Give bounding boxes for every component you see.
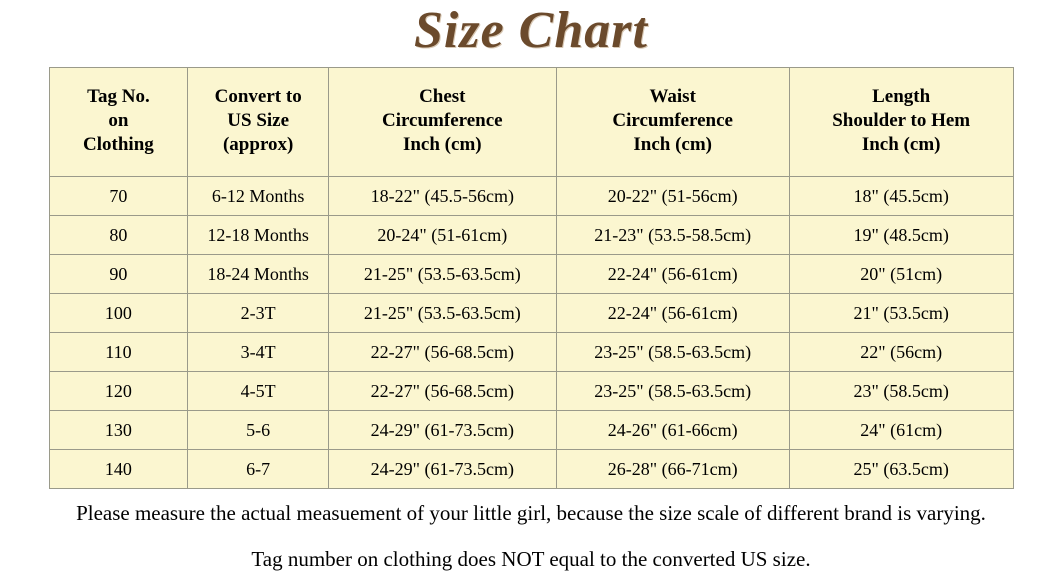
column-header-chest: Chest Circumference Inch (cm) xyxy=(329,68,557,177)
cell-chest: 24-29" (61-73.5cm) xyxy=(329,411,557,450)
table-row xyxy=(49,333,1013,372)
cell-chest: 24-29" (61-73.5cm) xyxy=(329,450,557,489)
cell-length: 24" (61cm) xyxy=(789,411,1013,450)
measurement-note: Please measure the actual measuement of your little girl, because the size scale of different brand is varying. xyxy=(76,501,986,526)
cell-waist: 20-22" (51-56cm) xyxy=(556,177,789,216)
table-header xyxy=(49,68,1013,177)
cell-us-size: 6-12 Months xyxy=(188,177,329,216)
table-row xyxy=(49,177,1013,216)
cell-us-size: 2-3T xyxy=(188,294,329,333)
column-header-waist: Waist Circumference Inch (cm) xyxy=(556,68,789,177)
size-chart-table-wrapper xyxy=(49,67,1014,489)
cell-waist: 22-24" (56-61cm) xyxy=(556,255,789,294)
size-chart-table xyxy=(49,67,1014,489)
cell-waist: 22-24" (56-61cm) xyxy=(556,294,789,333)
cell-length: 19" (48.5cm) xyxy=(789,216,1013,255)
cell-us-size: 18-24 Months xyxy=(188,255,329,294)
cell-tag-no: 140 xyxy=(49,450,188,489)
cell-chest: 18-22" (45.5-56cm) xyxy=(329,177,557,216)
cell-waist: 21-23" (53.5-58.5cm) xyxy=(556,216,789,255)
cell-chest: 20-24" (51-61cm) xyxy=(329,216,557,255)
cell-tag-no: 70 xyxy=(49,177,188,216)
column-header-length: Length Shoulder to Hem Inch (cm) xyxy=(789,68,1013,177)
table-row xyxy=(49,411,1013,450)
cell-tag-no: 110 xyxy=(49,333,188,372)
table-row xyxy=(49,255,1013,294)
cell-waist: 23-25" (58.5-63.5cm) xyxy=(556,372,789,411)
cell-waist: 23-25" (58.5-63.5cm) xyxy=(556,333,789,372)
cell-us-size: 4-5T xyxy=(188,372,329,411)
cell-length: 18" (45.5cm) xyxy=(789,177,1013,216)
cell-waist: 24-26" (61-66cm) xyxy=(556,411,789,450)
table-row xyxy=(49,450,1013,489)
cell-length: 23" (58.5cm) xyxy=(789,372,1013,411)
cell-waist: 26-28" (66-71cm) xyxy=(556,450,789,489)
table-header-row xyxy=(49,68,1013,177)
cell-us-size: 5-6 xyxy=(188,411,329,450)
cell-chest: 21-25" (53.5-63.5cm) xyxy=(329,294,557,333)
cell-tag-no: 90 xyxy=(49,255,188,294)
column-header-tag-no: Tag No. on Clothing xyxy=(49,68,188,177)
table-body xyxy=(49,177,1013,489)
cell-us-size: 6-7 xyxy=(188,450,329,489)
cell-length: 21" (53.5cm) xyxy=(789,294,1013,333)
cell-chest: 22-27" (56-68.5cm) xyxy=(329,372,557,411)
table-row xyxy=(49,372,1013,411)
tag-number-note: Tag number on clothing does NOT equal to the converted US size. xyxy=(251,547,811,571)
cell-us-size: 3-4T xyxy=(188,333,329,372)
table-row xyxy=(49,294,1013,333)
cell-length: 20" (51cm) xyxy=(789,255,1013,294)
cell-chest: 21-25" (53.5-63.5cm) xyxy=(329,255,557,294)
page-title: Size Chart xyxy=(414,2,648,59)
cell-us-size: 12-18 Months xyxy=(188,216,329,255)
column-header-us-size: Convert to US Size (approx) xyxy=(188,68,329,177)
cell-tag-no: 130 xyxy=(49,411,188,450)
cell-tag-no: 80 xyxy=(49,216,188,255)
cell-length: 25" (63.5cm) xyxy=(789,450,1013,489)
cell-tag-no: 100 xyxy=(49,294,188,333)
cell-length: 22" (56cm) xyxy=(789,333,1013,372)
cell-tag-no: 120 xyxy=(49,372,188,411)
cell-chest: 22-27" (56-68.5cm) xyxy=(329,333,557,372)
table-row xyxy=(49,216,1013,255)
